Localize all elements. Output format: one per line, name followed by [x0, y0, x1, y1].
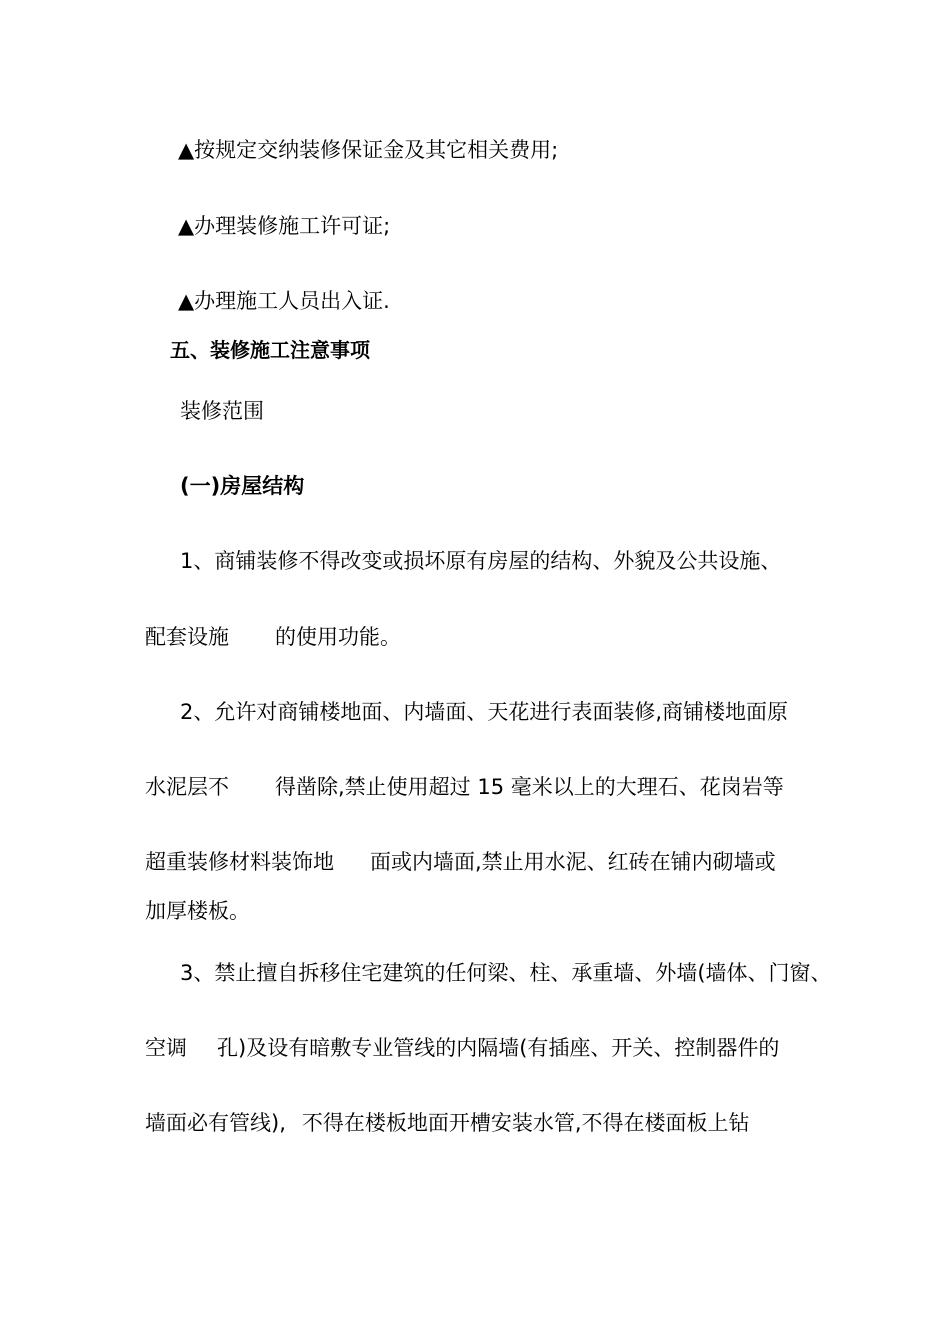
text-fragment: 墙面必有管线), — [145, 1111, 286, 1135]
text-fragment: 得凿除,禁止使用超过 15 毫米以上的大理石、花岗岩等 — [275, 775, 784, 799]
paragraph-line — [145, 773, 784, 801]
text-fragment: 超重装修材料装饰地 — [145, 850, 334, 874]
subheading: 装修范围 — [180, 399, 264, 423]
triangle-marker: ▲ — [178, 214, 195, 238]
text-fragment: 水泥层不 — [145, 775, 229, 799]
text-fragment: 不得在楼板地面开槽安装水管,不得在楼面板上钻 — [301, 1111, 750, 1135]
bullet-text: 按规定交纳装修保证金及其它相关费用; — [194, 138, 559, 162]
paragraph-line: 3、禁止擅自拆移住宅建筑的任何梁、柱、承重墙、外墙(墙体、门窗、 — [180, 961, 832, 985]
section-heading: 五、装修施工注意事项 — [170, 338, 370, 362]
paragraph-line — [145, 848, 776, 876]
bullet-item — [178, 212, 390, 240]
text-fragment: 面或内墙面,禁止用水泥、红砖在铺内砌墙或 — [370, 850, 776, 874]
text-fragment: 空调 — [145, 1036, 187, 1060]
paragraph-line — [145, 1034, 779, 1062]
paragraph-line — [145, 1109, 750, 1137]
subsection-heading: (一)房屋结构 — [180, 474, 305, 498]
bullet-item — [178, 136, 558, 164]
bullet-text: 办理装修施工许可证; — [194, 214, 391, 238]
paragraph-line: 加厚楼板。 — [145, 899, 250, 923]
triangle-marker: ▲ — [178, 289, 195, 313]
paragraph-line: 1、商铺装修不得改变或损坏原有房屋的结构、外貌及公共设施、 — [180, 549, 782, 573]
triangle-marker: ▲ — [178, 138, 195, 162]
bullet-text: 办理施工人员出入证. — [194, 289, 390, 313]
text-fragment: 的使用功能。 — [275, 625, 401, 649]
paragraph-line — [145, 623, 401, 651]
text-fragment: 孔)及设有暗敷专业管线的内隔墙(有插座、开关、控制器件的 — [217, 1036, 780, 1060]
paragraph-line: 2、允许对商铺楼地面、内墙面、天花进行表面装修,商铺楼地面原 — [180, 700, 789, 724]
text-fragment: 配套设施 — [145, 625, 229, 649]
bullet-item — [178, 287, 390, 315]
